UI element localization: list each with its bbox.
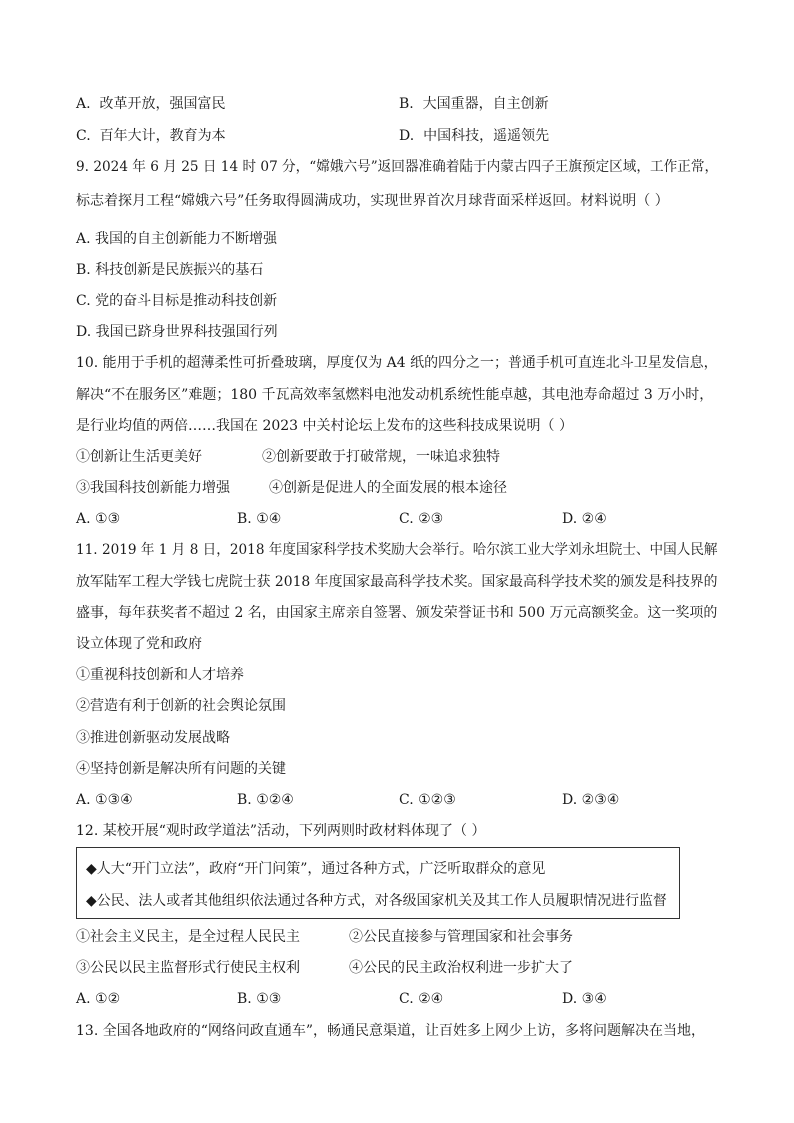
q12-option-b: B. ①③ bbox=[237, 991, 282, 1007]
q11-stem-line1: 11. 2019 年 1 月 8 日，2018 年度国家科学技术奖励大会举行。哈尔滨工业大学刘永坦院士、中国人民解 bbox=[76, 542, 718, 558]
q8-option-a: A. 改革开放，强国富民 bbox=[76, 96, 226, 112]
q10-option-c: C. ②③ bbox=[399, 511, 444, 527]
q11-option-a: A. ①③④ bbox=[76, 792, 133, 808]
q9-stem-line1: 9. 2024 年 6 月 25 日 14 时 07 分，“嫦娥六号”返回器准确着陆于内蒙古四子王旗预定区域，工作正常， bbox=[76, 159, 719, 175]
q11-choice-2: ②营造有利于创新的社会舆论氛围 bbox=[76, 698, 286, 714]
q12-material-line2: ◆公民、法人或者其他组织依法通过各种方式，对各级国家机关及其工作人员履职情况进行监督 bbox=[86, 893, 667, 909]
q11-stem-line3: 盛事，每年获奖者不超过 2 名，由国家主席亲自签署、颁发荣誉证书和 500 万元高额奖金。这一奖项的 bbox=[76, 605, 718, 621]
q11-choice-3: ③推进创新驱动发展战略 bbox=[76, 730, 230, 746]
q10-choice-4: ④创新是促进人的全面发展的根本途径 bbox=[269, 480, 507, 496]
q12-choice-1: ①社会主义民主，是全过程人民民主 bbox=[76, 929, 300, 945]
q12-option-a: A. ①② bbox=[76, 991, 121, 1007]
q11-choice-4: ④坚持创新是解决所有问题的关键 bbox=[76, 761, 286, 777]
q9-option-b: B. 科技创新是民族振兴的基石 bbox=[76, 262, 264, 278]
q10-choice-2: ②创新要敢于打破常规，一味追求独特 bbox=[262, 449, 500, 465]
q9-option-d: D. 我国已跻身世界科技强国行列 bbox=[76, 324, 278, 340]
q12-choice-4: ④公民的民主政治权利进一步扩大了 bbox=[349, 960, 573, 976]
q8-option-b: B. 大国重器，自主创新 bbox=[399, 96, 549, 112]
q9-option-c: C. 党的奋斗目标是推动科技创新 bbox=[76, 293, 278, 309]
q12-stem: 12. 某校开展“观时政学道法”活动，下列两则时政材料体现了（ ） bbox=[76, 823, 486, 839]
q12-choice-3: ③公民以民主监督形式行使民主权利 bbox=[76, 960, 300, 976]
q10-stem-line1: 10. 能用于手机的超薄柔性可折叠玻璃，厚度仅为 A4 纸的四分之一；普通手机可直连北斗卫星发信息， bbox=[76, 355, 718, 371]
q11-option-c: C. ①②③ bbox=[399, 792, 456, 808]
q8-option-d: D. 中国科技，遥遥领先 bbox=[399, 128, 550, 144]
q10-choice-1: ①创新让生活更美好 bbox=[76, 449, 202, 465]
q11-choice-1: ①重视科技创新和人才培养 bbox=[76, 667, 244, 683]
q10-stem-line3: 是行业均值的两倍……我国在 2023 中关村论坛上发布的这些科技成果说明（ ） bbox=[76, 418, 573, 434]
q9-stem-line2: 标志着探月工程“嫦娥六号”任务取得圆满成功，实现世界首次月球背面采样返回。材料说明（ ） bbox=[76, 193, 669, 209]
q10-choice-3: ③我国科技创新能力增强 bbox=[76, 480, 230, 496]
q12-choice-2: ②公民直接参与管理国家和社会事务 bbox=[349, 929, 573, 945]
q11-option-d: D. ②③④ bbox=[562, 792, 620, 808]
q10-option-b: B. ①④ bbox=[237, 511, 282, 527]
q12-option-c: C. ②④ bbox=[399, 991, 444, 1007]
q11-stem-line4: 设立体现了党和政府 bbox=[76, 636, 202, 652]
q13-stem-line1: 13. 全国各地政府的“网络问政直通车”，畅通民意渠道，让百姓多上网少上访，多将问题解决在当地， bbox=[76, 1023, 706, 1039]
q10-stem-line2: 解决“不在服务区”难题；180 千瓦高效率氢燃料电池发动机系统性能卓越，其电池寿命超过 3 万小时， bbox=[76, 387, 714, 403]
q12-material-line1: ◆人大“开门立法”，政府“开门问策”，通过各种方式，广泛听取群众的意见 bbox=[86, 861, 546, 877]
q9-option-a: A. 我国的自主创新能力不断增强 bbox=[76, 231, 278, 247]
q11-option-b: B. ①②④ bbox=[237, 792, 294, 808]
q10-option-d: D. ②④ bbox=[562, 511, 607, 527]
q12-option-d: D. ③④ bbox=[562, 991, 607, 1007]
q11-stem-line2: 放军陆军工程大学钱七虎院士获 2018 年度国家最高科学技术奖。国家最高科学技术奖的颁发是科技界的 bbox=[76, 574, 718, 590]
q10-option-a: A. ①③ bbox=[76, 511, 121, 527]
q12-material-box bbox=[76, 847, 680, 919]
q8-option-c: C. 百年大计，教育为本 bbox=[76, 128, 226, 144]
